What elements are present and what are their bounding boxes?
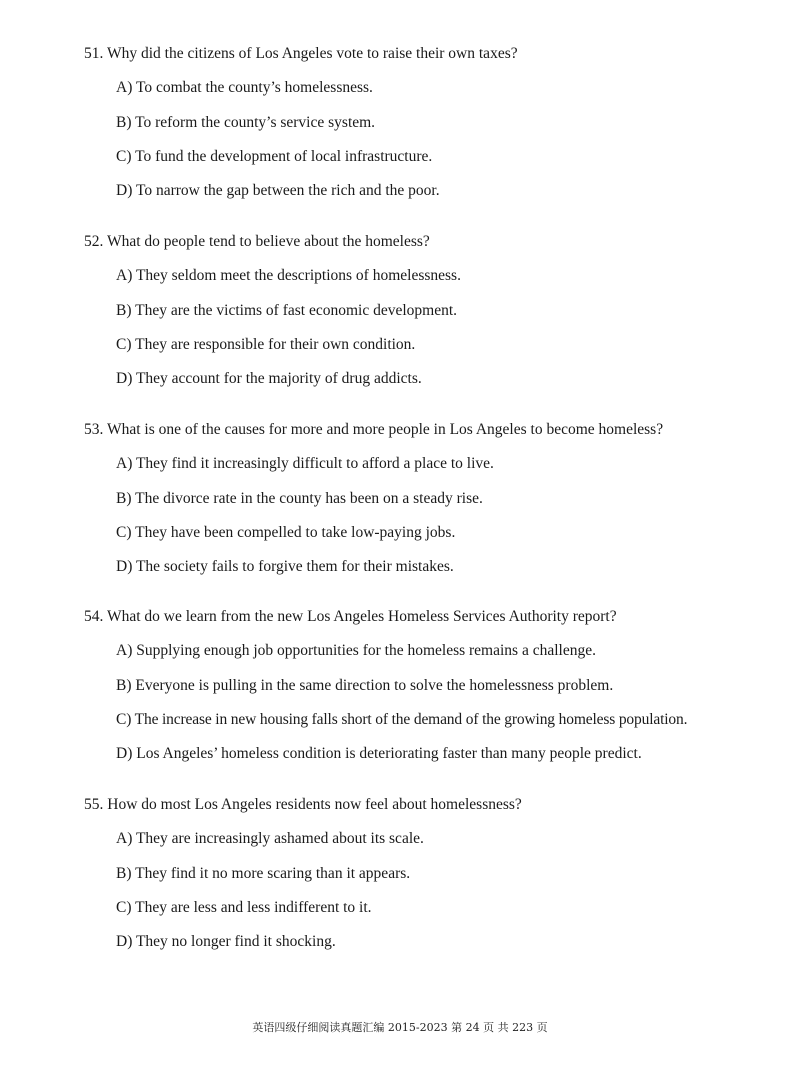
question-53 <box>84 420 784 577</box>
option-a: A) They find it increasingly difficult to afford a place to live. <box>116 455 494 473</box>
page-footer: 英语四级仔细阅读真题汇编 2015-2023 第 24 页 共 223 页 <box>252 1021 548 1034</box>
option-d: D) Los Angeles’ homeless condition is deteriorating faster than many people predict. <box>116 745 642 763</box>
option-d: D) To narrow the gap between the rich and the poor. <box>116 182 440 200</box>
question-stem: 55. How do most Los Angeles residents now feel about homelessness? <box>84 796 522 813</box>
question-stem: 53. What is one of the causes for more and more people in Los Angeles to become homeless? <box>84 421 664 438</box>
option-b: B) They find it no more scaring than it appears. <box>116 864 411 882</box>
option-d: D) They no longer find it shocking. <box>116 933 336 951</box>
question-54 <box>84 607 784 764</box>
question-stem: 52. What do people tend to believe about the homeless? <box>84 233 430 250</box>
option-a: A) They are increasingly ashamed about its scale. <box>116 830 424 848</box>
question-stem: 54. What do we learn from the new Los Angeles Homeless Services Authority report? <box>84 608 617 625</box>
question-55 <box>84 795 784 952</box>
option-b: B) They are the victims of fast economic development. <box>116 301 458 319</box>
option-a: A) They seldom meet the descriptions of homelessness. <box>116 267 461 285</box>
option-c: C) They are responsible for their own condition. <box>116 335 416 353</box>
option-a: A) Supplying enough job opportunities for the homeless remains a challenge. <box>116 642 596 660</box>
option-c: C) They are less and less indifferent to it. <box>116 898 372 916</box>
option-d: D) They account for the majority of drug addicts. <box>116 370 422 388</box>
option-b: B) To reform the county’s service system. <box>116 113 376 131</box>
option-b: B) The divorce rate in the county has been on a steady rise. <box>116 489 483 507</box>
option-c: C) They have been compelled to take low-paying jobs. <box>116 523 456 541</box>
question-stem: 51. Why did the citizens of Los Angeles vote to raise their own taxes? <box>84 45 518 62</box>
option-c: C) The increase in new housing falls short of the demand of the growing homeless population. <box>116 710 688 728</box>
option-a: A) To combat the county’s homelessness. <box>116 79 373 97</box>
question-51 <box>84 44 784 201</box>
option-d: D) The society fails to forgive them for their mistakes. <box>116 558 454 576</box>
question-52 <box>84 232 784 389</box>
option-c: C) To fund the development of local infrastructure. <box>116 147 433 165</box>
option-b: B) Everyone is pulling in the same direction to solve the homelessness problem. <box>116 676 614 694</box>
